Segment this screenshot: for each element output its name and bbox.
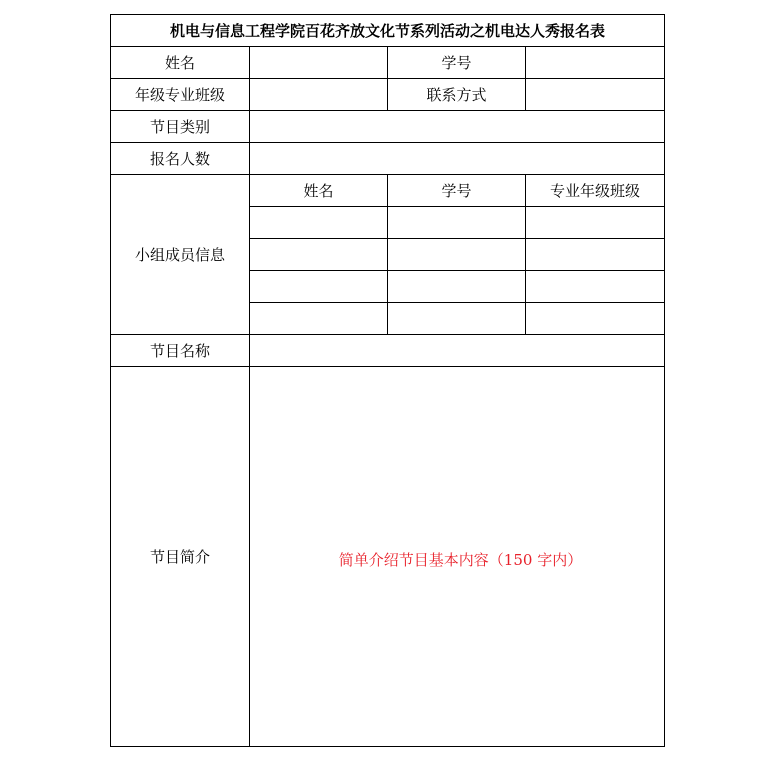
- member-header-name: 姓名: [250, 175, 388, 207]
- contact-field[interactable]: [526, 79, 665, 111]
- name-label: 姓名: [111, 47, 250, 79]
- program-type-field[interactable]: [250, 111, 665, 143]
- group-members-label: 小组成员信息: [111, 175, 250, 335]
- program-intro-label: 节目简介: [111, 367, 250, 747]
- program-name-label: 节目名称: [111, 335, 250, 367]
- name-field[interactable]: [250, 47, 388, 79]
- registration-form: [110, 14, 665, 747]
- member-student-id-field[interactable]: [388, 239, 526, 271]
- program-type-label: 节目类别: [111, 111, 250, 143]
- member-student-id-field[interactable]: [388, 207, 526, 239]
- member-major-grade-class-field[interactable]: [526, 271, 665, 303]
- participant-count-field[interactable]: [250, 143, 665, 175]
- member-name-field[interactable]: [250, 239, 388, 271]
- program-intro-field[interactable]: [250, 367, 665, 747]
- member-header-major-grade-class: 专业年级班级: [526, 175, 665, 207]
- member-header-student-id: 学号: [388, 175, 526, 207]
- member-major-grade-class-field[interactable]: [526, 239, 665, 271]
- member-name-field[interactable]: [250, 271, 388, 303]
- grade-major-class-label: 年级专业班级: [111, 79, 250, 111]
- student-id-field[interactable]: [526, 47, 665, 79]
- program-name-field[interactable]: [250, 335, 665, 367]
- member-student-id-field[interactable]: [388, 271, 526, 303]
- contact-label: 联系方式: [388, 79, 526, 111]
- member-name-field[interactable]: [250, 207, 388, 239]
- participant-count-label: 报名人数: [111, 143, 250, 175]
- member-major-grade-class-field[interactable]: [526, 303, 665, 335]
- member-student-id-field[interactable]: [388, 303, 526, 335]
- program-intro-hint: 简单介绍节目基本内容（150 字内）: [338, 550, 583, 569]
- student-id-label: 学号: [388, 47, 526, 79]
- form-title: 机电与信息工程学院百花齐放文化节系列活动之机电达人秀报名表: [111, 15, 665, 47]
- grade-major-class-field[interactable]: [250, 79, 388, 111]
- member-name-field[interactable]: [250, 303, 388, 335]
- member-major-grade-class-field[interactable]: [526, 207, 665, 239]
